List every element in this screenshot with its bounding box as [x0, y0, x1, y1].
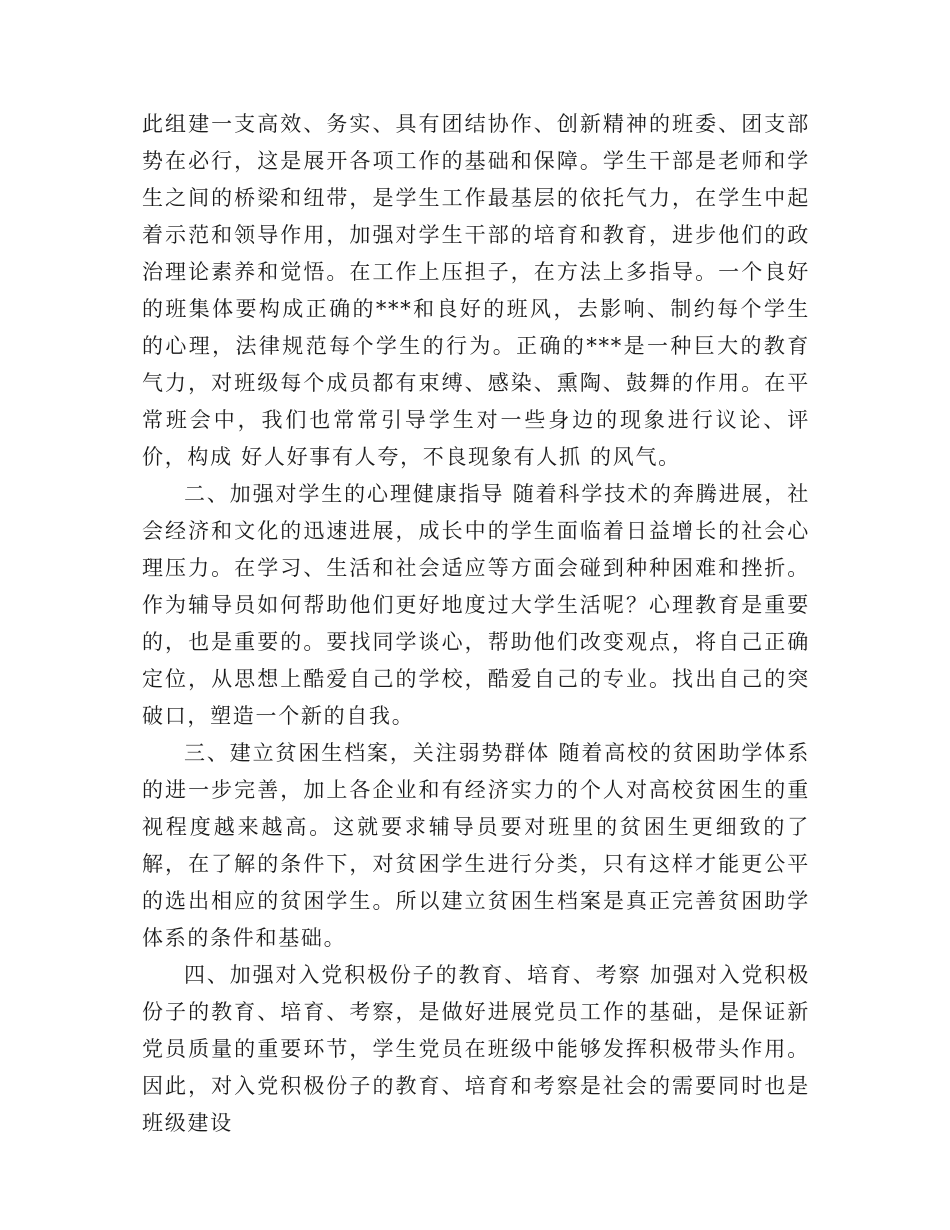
- document-body: [142, 106, 810, 1142]
- paragraph-mental-health: 二、加强对学生的心理健康指导 随着科学技术的奔腾进展，社会经济和文化的迅速进展，成长中的学生面临着日益增长的社会心理压力。在学习、生活和社会适应等方面会碰到种种困难和挫折。作为辅导员如何帮助他们更好地度过大学生活呢？心理教育是重要的，也是重要的。要找同学谈心，帮助他们改变观点，将自己正确定位，从思想上酷爱自己的学校，酷爱自己的专业。找出自己的突破口，塑造一个新的自我。: [142, 482, 810, 728]
- paragraph-party-activists: 四、加强对入党积极份子的教育、培育、考察 加强对入党积极份子的教育、培育、考察，是做好进展党员工作的基础，是保证新党员质量的重要环节，学生党员在班级中能够发挥积极带头作用。因此，对入党积极份子的教育、培育和考察是社会的需要同时也是班级建设: [142, 963, 810, 1135]
- paragraph-poor-students: 三、建立贫困生档案，关注弱势群体 随着高校的贫困助学体系的进一步完善，加上各企业和有经济实力的个人对高校贫困生的重视程度越来越高。这就要求辅导员要对班里的贫困生更细致的了解，在了解的条件下，对贫困学生进行分类，只有这样才能更公平的选出相应的贫困学生。所以建立贫困生档案是真正完善贫困助学体系的条件和基础。: [142, 741, 810, 950]
- paragraph-class-committee: 此组建一支高效、务实、具有团结协作、创新精神的班委、团支部势在必行，这是展开各项工作的基础和保障。学生干部是老师和学生之间的桥梁和纽带，是学生工作最基层的依托气力，在学生中起着示范和领导作用，加强对学生干部的培育和教育，进步他们的政治理论素养和觉悟。在工作上压担子，在方法上多指导。一个良好的班集体要构成正确的***和良好的班风，去影响、制约每个学生的心理，法律规范每个学生的行为。正确的***是一种巨大的教育气力，对班级每个成员都有束缚、感染、熏陶、鼓舞的作用。在平常班会中，我们也常常引导学生对一些身边的现象进行议论、评价，构成 好人好事有人夸，不良现象有人抓 的风气。: [142, 112, 810, 469]
